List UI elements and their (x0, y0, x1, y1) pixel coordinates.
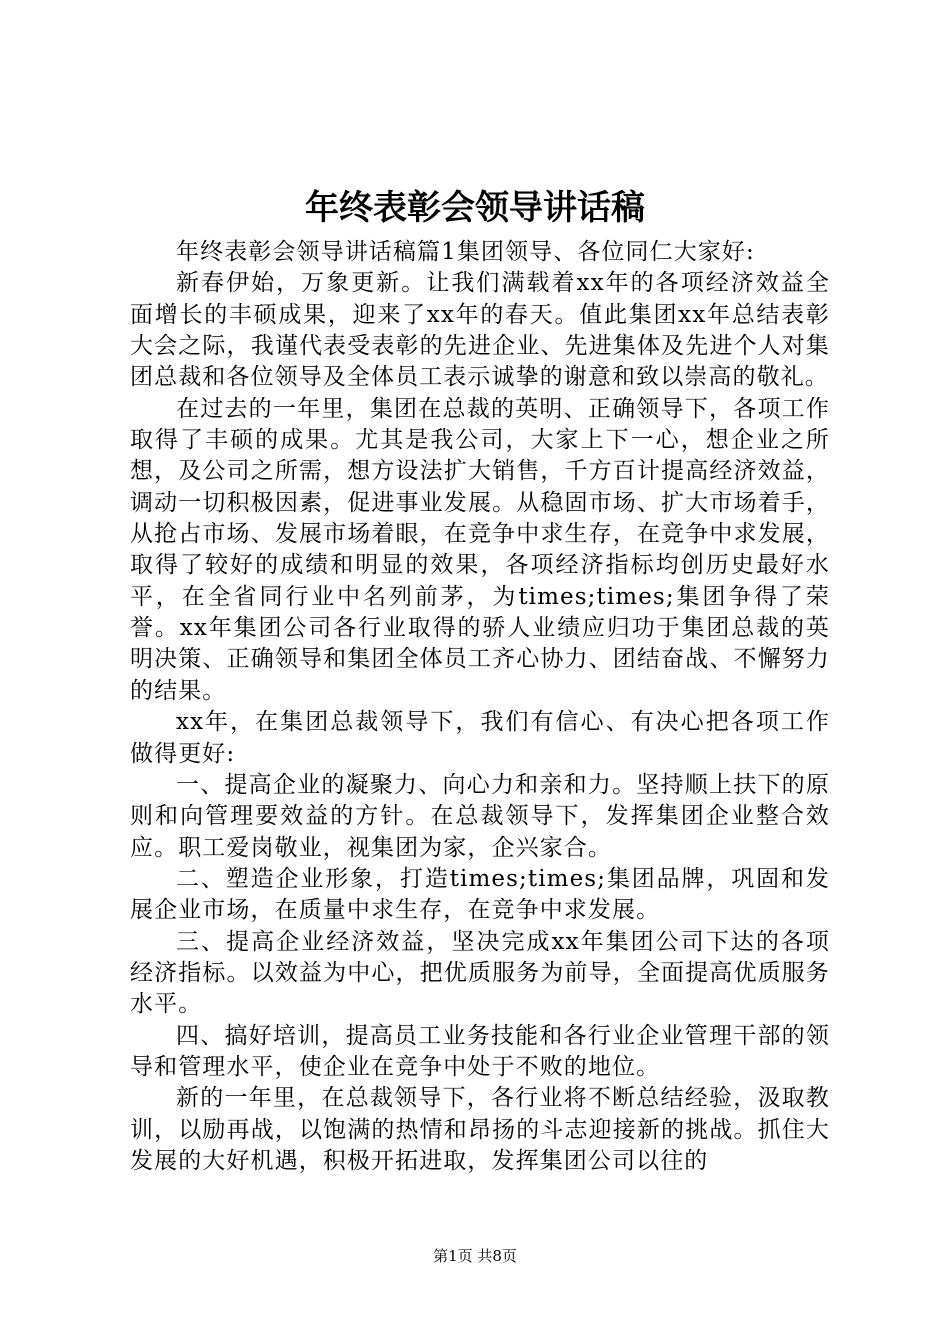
paragraph-3: 在过去的一年里，集团在总裁的英明、正确领导下，各项工作取得了丰硕的成果。尤其是我公司，大家上下一心，想企业之所想，及公司之所需，想方设法扩大销售，千方百计提高经济效益，调动一切积极因素，促进事业发展。从稳固市场、扩大市场着手，从抢占市场、发展市场着眼，在竞争中求生存，在竞争中求发展，取得了较好的成绩和明显的效果，各项经济指标均创历史最好水平，在全省同行业中名列前茅，为times;times;集团争得了荣誉。xx年集团公司各行业取得的骄人业绩应归功于集团总裁的英明决策、正确领导和集团全体员工齐心协力、团结奋战、不懈努力的结果。 (130, 395, 830, 704)
paragraph-1: 年终表彰会领导讲话稿篇1集团领导、各位同仁大家好: (176, 239, 755, 265)
paragraph-2: 新春伊始，万象更新。让我们满载着xx年的各项经济效益全面增长的丰硕成果，迎来了xx年的春天。值此集团xx年总结表彰大会之际，我谨代表受表彰的先进企业、先进集体及先进个人对集团总裁和各位领导及全体员工表示诚挚的谢意和致以崇高的敬礼。 (130, 270, 830, 391)
page-footer: 第1页 共8页 (433, 1247, 517, 1265)
document-title: 年终表彰会领导讲话稿 (305, 188, 645, 228)
document-body (130, 237, 830, 1177)
paragraph-4: xx年，在集团总裁领导下，我们有信心、有决心把各项工作做得更好: (130, 709, 830, 767)
paragraph-5: 一、提高企业的凝聚力、向心力和亲和力。坚持顺上扶下的原则和向管理要效益的方针。在总裁领导下，发挥集团企业整合效应。职工爱岗敬业，视集团为家，企兴家合。 (130, 771, 830, 861)
paragraph-8: 四、搞好培训，提高员工业务技能和各行业企业管理干部的领导和管理水平，使企业在竞争中处于不败的地位。 (130, 1022, 830, 1080)
paragraph-7: 三、提高企业经济效益，坚决完成xx年集团公司下达的各项经济指标。以效益为中心，把优质服务为前导，全面提高优质服务水平。 (130, 928, 830, 1018)
paragraph-6: 二、塑造企业形象，打造times;times;集团品牌，巩固和发展企业市场，在质量中求生存，在竞争中求发展。 (130, 865, 830, 924)
paragraph-9: 新的一年里，在总裁领导下，各行业将不断总结经验，汲取教训，以励再战，以饱满的热情和昂扬的斗志迎接新的挑战。抓住大发展的大好机遇，积极开拓进取，发挥集团公司以往的 (130, 1085, 830, 1174)
